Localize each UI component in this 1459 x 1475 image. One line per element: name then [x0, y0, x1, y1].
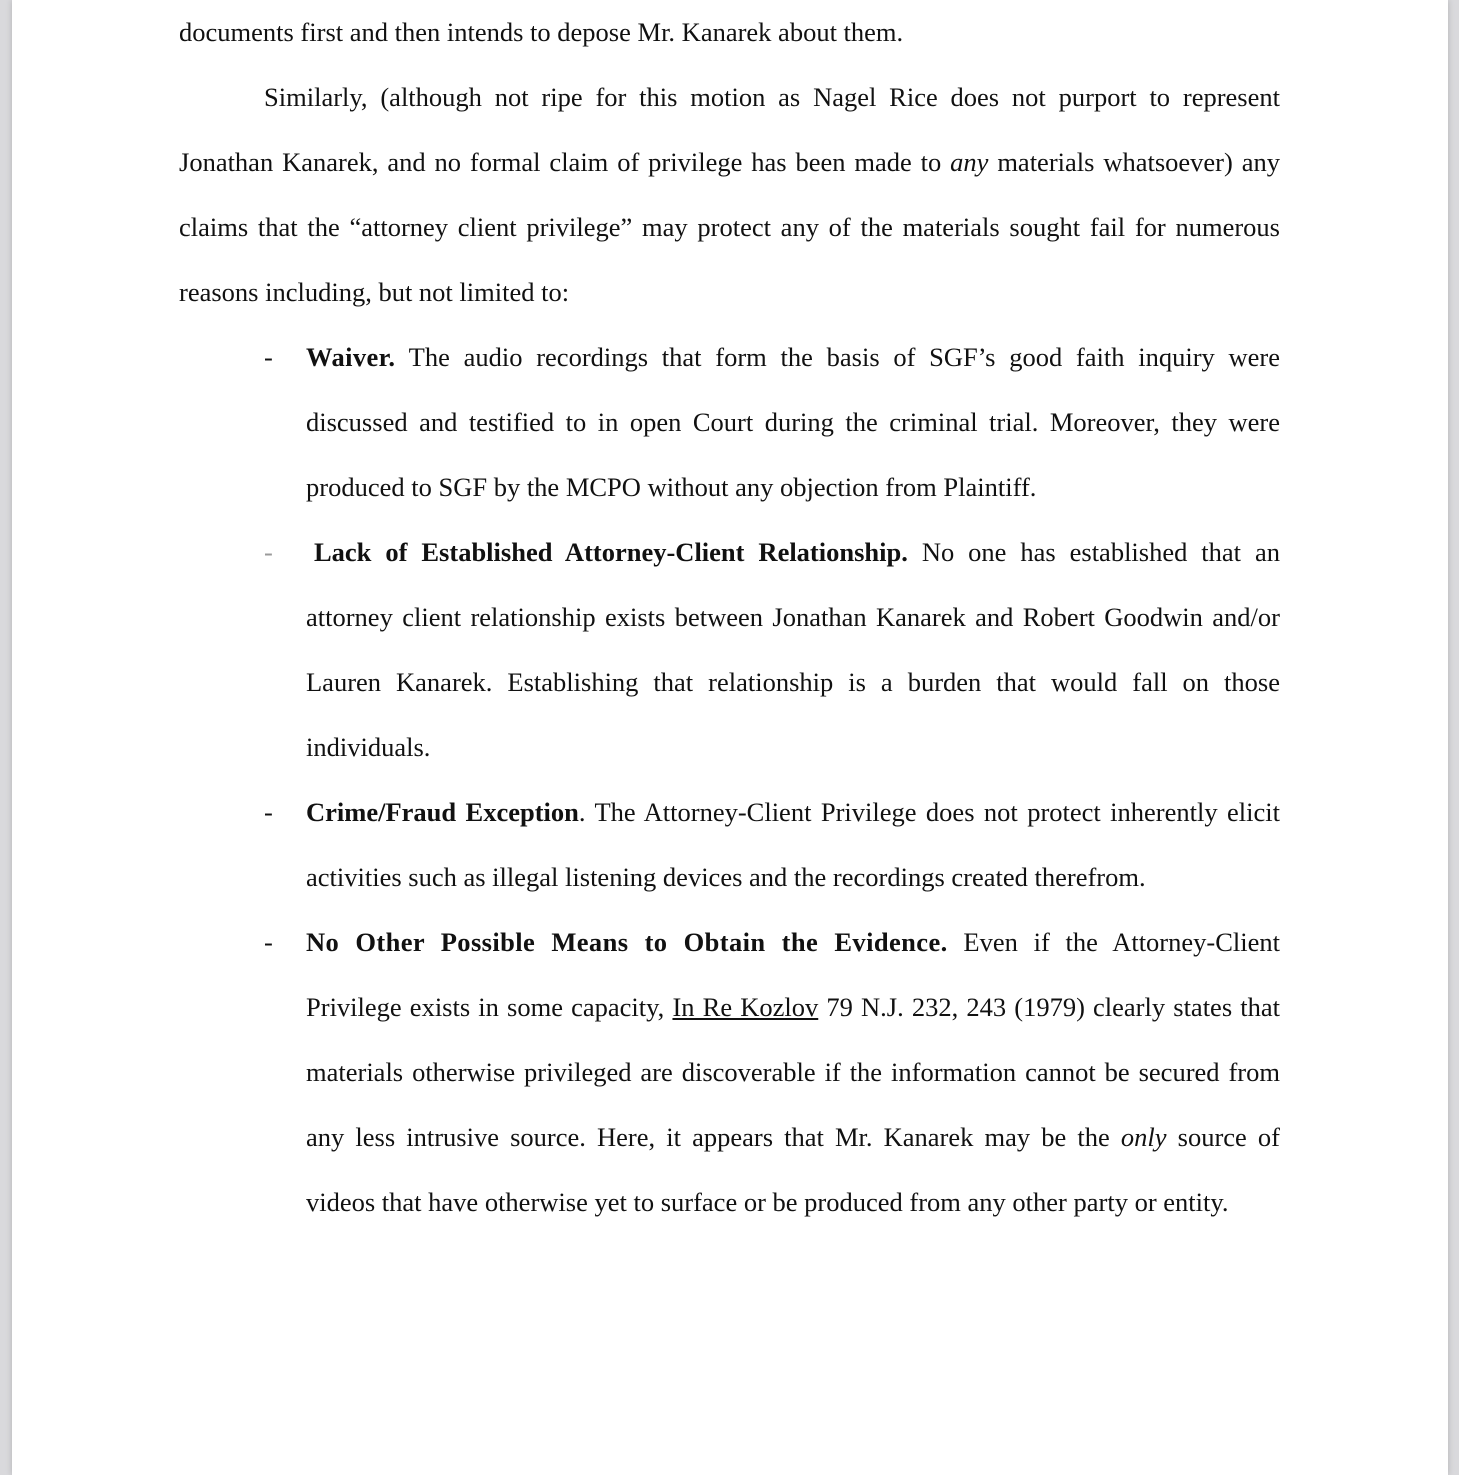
list-item-waiver	[179, 325, 1280, 520]
paragraph-text-end: materials whatsoever) any claims that the “attorney client privilege” may protect any of the materials sought fail for numerous reasons including, but not limited to:	[179, 147, 1280, 307]
document-body	[179, 0, 1280, 1235]
bullet-heading: Waiver.	[306, 342, 396, 372]
bullet-dash: -	[264, 537, 273, 567]
bullet-heading: No Other Possible Means to Obtain the Evidence.	[306, 927, 948, 957]
bullet-dash: -	[264, 927, 273, 957]
list-item-crime-fraud	[179, 780, 1280, 910]
document-page	[12, 0, 1448, 1475]
case-citation: In Re Kozlov	[672, 992, 819, 1022]
bullet-dash: -	[264, 342, 273, 372]
bullet-emphasis: only	[1120, 1122, 1167, 1152]
bullet-text: 79 N.J. 232, 243 (1979) clearly states that materials otherwise privileged are discoverable if the information cannot be secured from any less intrusive source. Here, it appears that Mr. Kanarek may be the	[306, 992, 1281, 1152]
bullet-dash: -	[264, 797, 273, 827]
paragraph-text-start: Similarly, (although not ripe for this motion as Nagel Rice does not purport to represent Jonathan Kanarek, and no formal claim of privilege has been made to	[179, 82, 1280, 177]
bullet-heading: Crime/Fraud Exception	[306, 797, 579, 827]
bullet-text: source of videos that have otherwise yet to surface or be produced from any other party or entity.	[306, 1122, 1280, 1217]
bullet-text: The audio recordings that form the basis of SGF’s good faith inquiry were discussed and testified to in open Court during the criminal trial. Moreover, they were produced to SGF by the MCPO without any objection from Plaintiff.	[306, 342, 1280, 502]
bullet-heading: Lack of Established Attorney-Client Relationship.	[314, 537, 908, 567]
list-item-no-other-means	[179, 910, 1280, 1235]
bullet-text: . The Attorney-Client Privilege does not protect inherently elicit activities such as illegal listening devices and the recordings created therefrom.	[306, 797, 1281, 892]
bullet-text: Even if the Attorney-Client Privilege exists in some capacity,	[306, 927, 1280, 1022]
continuation-line: documents first and then intends to depose Mr. Kanarek about them.	[179, 17, 904, 47]
reasons-list	[179, 325, 1280, 1235]
paragraph-emphasis: any	[950, 147, 989, 177]
similarly-paragraph	[179, 65, 1280, 325]
list-item-lack-of-relationship	[179, 520, 1280, 780]
bullet-text: No one has established that an attorney client relationship exists between Jonathan Kanarek and Robert Goodwin and/or Lauren Kanarek. Establishing that relationship is a burden that would fall on those individuals.	[306, 537, 1280, 762]
